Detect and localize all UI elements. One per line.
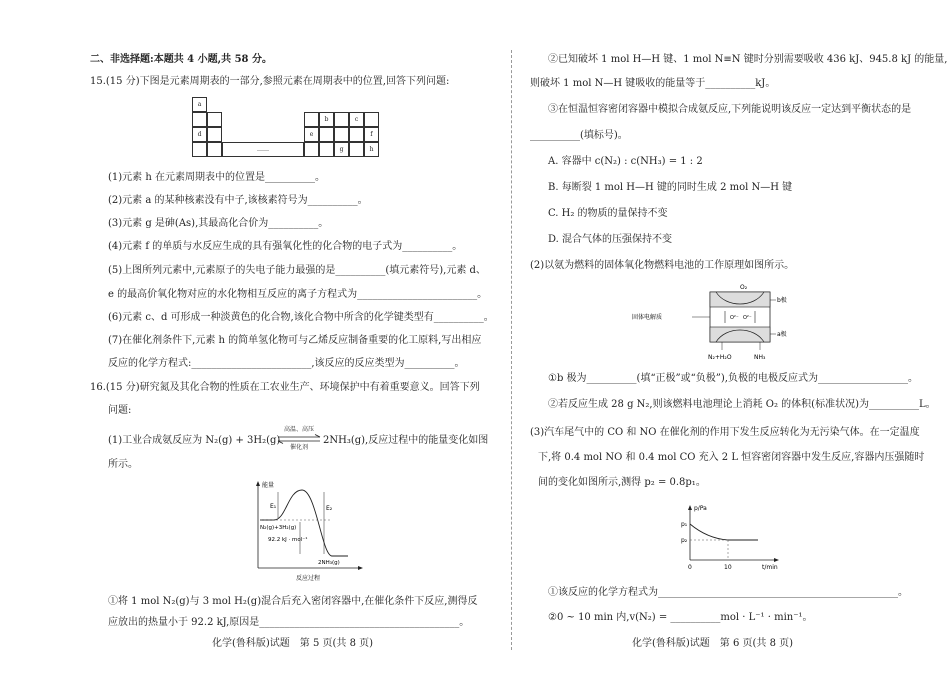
footer-right: 化学(鲁科版)试题 第 6 页(共 8 页) <box>632 638 794 649</box>
cell-electrolyte: 固体电解质 <box>632 314 663 321</box>
cell-in: NH₃ <box>754 354 766 361</box>
reaction-condition-top: 高温、高压 <box>283 426 314 433</box>
q15-item-7b: 反应的化学方程式:________________________,该反应的反应类型为__________。 <box>108 358 465 369</box>
q16-stem-1: 16.(15 分)研究氮及其化合物的性质在工农业生产、环境保护中有着重要意义。回答下列 <box>90 382 480 393</box>
q16-p1-b: 2NH₃(g),反应过程中的能量变化如图 <box>323 435 489 446</box>
energy-diagram <box>248 478 368 582</box>
q16-1-1b: 应放出的热量小于 92.2 kJ,原因是________________________________________。 <box>108 617 470 628</box>
q16-1-3a: ③在恒温恒容密闭容器中模拟合成氨反应,下列能说明该反应一定达到平衡状态的是 <box>548 104 912 115</box>
cell-o2-ion-1: O²⁻ <box>730 315 739 321</box>
q16-1-2a: ②已知破坏 1 mol H—H 键、1 mol N≡N 键时分别需要吸收 436 kJ、945.8 kJ 的能量, <box>548 54 948 65</box>
q15-item-4: (4)元素 f 的单质与水反应生成的具有强氧化性的化合物的电子式为__________。 <box>108 241 463 252</box>
pressure-x10: 10 <box>724 564 732 571</box>
q15-item-6: (6)元素 c、d 可形成一种淡黄色的化合物,该化合物中所含的化学键类型有__________。 <box>108 312 494 323</box>
energy-e1: E₁ <box>270 503 277 510</box>
periodic-table-fragment <box>192 97 405 159</box>
reversible-arrow-icon <box>276 434 322 444</box>
reaction-condition-bottom: 催化剂 <box>289 444 308 451</box>
option-c: C. H₂ 的物质的量保持不变 <box>548 208 668 219</box>
energy-delta: 92.2 kJ · mol⁻¹ <box>268 537 308 543</box>
cell-b-pole: b极 <box>777 297 787 304</box>
cell-o2: O₂ <box>740 284 748 291</box>
q15-item-5b: e 的最高价氧化物对应的水化物相互反应的离子方程式为________________________。 <box>108 289 488 300</box>
q16-p3b: 下,将 0.4 mol NO 和 0.4 mol CO 充入 2 L 恒容密闭容器中发生反应,容器内压强随时 <box>538 452 925 463</box>
option-d: D. 混合气体的压强保持不变 <box>548 234 673 245</box>
pressure-xlabel: t/min <box>762 564 778 571</box>
q16-p1-c: 所示。 <box>108 459 138 470</box>
option-a: A. 容器中 c(N₂) : c(NH₃) = 1 : 2 <box>548 156 703 167</box>
q16-1-3b: __________(填标号)。 <box>530 130 628 141</box>
footer-left: 化学(鲁科版)试题 第 5 页(共 8 页) <box>212 638 374 649</box>
energy-products: 2NH₃(g) <box>318 560 340 566</box>
q16-p3c: 间的变化如图所示,测得 p₂ = 0.8p₁。 <box>538 477 706 488</box>
q16-p1-a: (1)工业合成氨反应为 N₂(g) + 3H₂(g) <box>108 435 281 446</box>
cell-a-pole: a极 <box>777 331 787 338</box>
fuel-cell-diagram <box>630 282 790 362</box>
option-b: B. 每断裂 1 mol H—H 键的同时生成 2 mol N—H 键 <box>548 182 793 193</box>
q15-item-1: (1)元素 h 在元素周期表中的位置是__________。 <box>108 172 325 183</box>
energy-e2: E₂ <box>326 505 333 512</box>
q15-stem: 15.(15 分)下图是元素周期表的一部分,参照元素在周期表中的位置,回答下列问题: <box>90 76 450 87</box>
cell-dots: …… <box>222 142 304 157</box>
q16-1-2b: 则破坏 1 mol N—H 键吸收的能量等于__________kJ。 <box>530 78 776 89</box>
cell-out: N₂+H₂O <box>708 354 732 361</box>
q16-3-1: ①该反应的化学方程式为________________________________________________。 <box>548 587 908 598</box>
pressure-p2: p₂ <box>681 537 688 544</box>
pressure-chart <box>678 502 783 572</box>
cell-b: b <box>319 112 334 127</box>
q15-item-5a: (5)上图所列元素中,元素原子的失电子能力最强的是__________(填元素符号),元素 d、 <box>108 265 486 276</box>
cell-g: g <box>334 142 349 157</box>
q16-1-1a: ①将 1 mol N₂(g)与 3 mol H₂(g)混合后充入密闭容器中,在催化条件下反应,测得反 <box>108 596 478 607</box>
q15-item-3: (3)元素 g 是砷(As),其最高化合价为__________。 <box>108 218 329 229</box>
section-title: 二、非选择题:本题共 4 小题,共 58 分。 <box>90 54 272 65</box>
cell-e: e <box>304 127 319 142</box>
cell-a: a <box>192 97 207 112</box>
pressure-ylabel: p/Pa <box>694 505 707 512</box>
pressure-x0: 0 <box>688 564 692 571</box>
q16-2-2: ②若反应生成 28 g N₂,则该燃料电池理论上消耗 O₂ 的体积(标准状况)为__________L。 <box>548 399 936 410</box>
q15-item-7a: (7)在催化剂条件下,元素 h 的简单氢化物可与乙烯反应制备重要的化工原料,写出相应 <box>108 335 482 346</box>
q16-3-2: ②0 ~ 10 min 内,v(N₂) = __________mol · L⁻¹ · min⁻¹。 <box>548 612 813 623</box>
energy-xlabel: 反应过程 <box>295 575 321 582</box>
cell-o2-ion-2: O²⁻ <box>743 315 752 321</box>
q15-item-2: (2)元素 a 的某种核素没有中子,该核素符号为__________。 <box>108 195 368 206</box>
q16-2-1: ①b 极为__________(填“正极”或“负极”),负极的电极反应式为__________________。 <box>548 373 918 384</box>
cell-h: h <box>364 142 379 157</box>
page-divider <box>511 50 512 650</box>
cell-f: f <box>364 127 379 142</box>
energy-reactants: N₂(g)+3H₂(g) <box>260 525 297 531</box>
pressure-p1: p₁ <box>681 521 688 528</box>
cell-d: d <box>192 127 207 142</box>
q16-p3a: (3)汽车尾气中的 CO 和 NO 在催化剂的作用下发生反应转化为无污染气体。在一定温度 <box>530 427 920 438</box>
cell-c: c <box>349 112 364 127</box>
energy-ylabel: 能量 <box>262 482 275 489</box>
q16-p2: (2)以氨为燃料的固体氧化物燃料电池的工作原理如图所示。 <box>530 260 795 271</box>
q16-stem-2: 问题: <box>108 405 132 416</box>
